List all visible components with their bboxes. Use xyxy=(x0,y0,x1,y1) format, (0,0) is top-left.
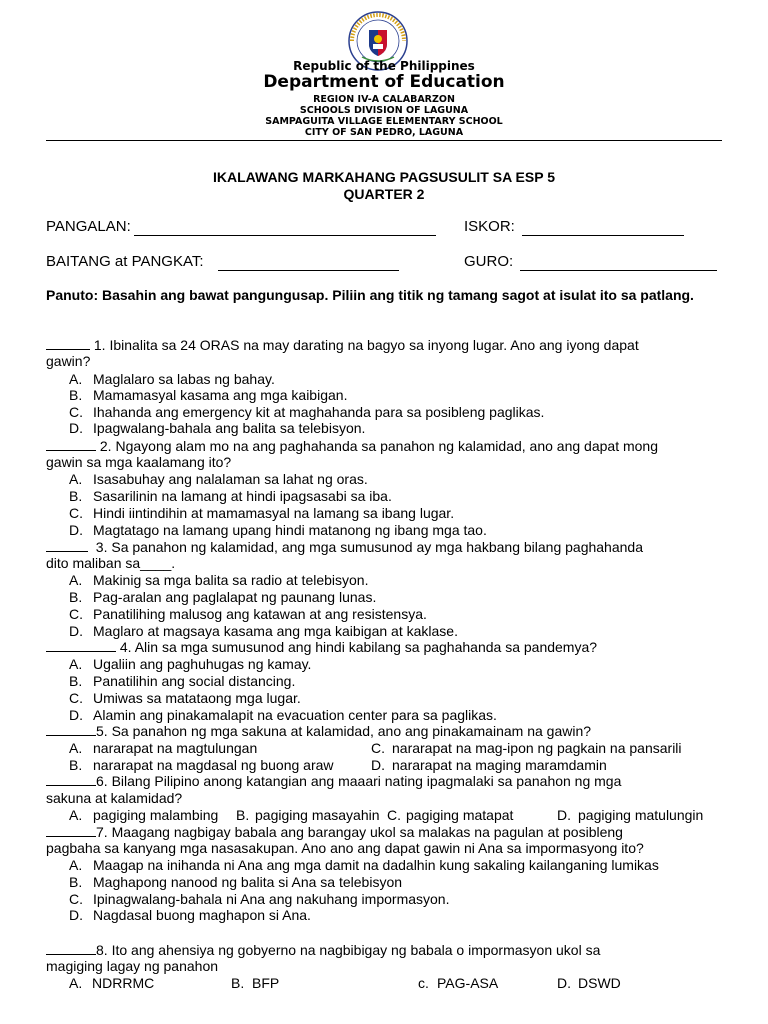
option-text: Ipagwalang-bahala ang balita sa telebisyon. xyxy=(93,420,366,436)
question-text: Ito ang ahensiya ng gobyerno na nagbibigay ng babala o impormasyon ukol sa xyxy=(111,942,601,958)
option-text: nararapat na magdasal ng buong araw xyxy=(93,757,334,773)
question-8 xyxy=(46,942,600,958)
option-text: Maglalaro sa labas ng bahay. xyxy=(93,371,275,387)
option-letter: B. xyxy=(69,589,83,605)
question-number: 2. xyxy=(99,438,112,454)
option-letter: A. xyxy=(69,857,83,873)
exam-quarter: QUARTER 2 xyxy=(343,186,425,202)
option-text: Ihahanda ang emergency kit at maghahanda para sa posibleng paglikas. xyxy=(93,404,545,420)
option-text: DSWD xyxy=(578,975,621,991)
option-letter: C. xyxy=(69,606,83,622)
option-text: Isasabuhay ang nalalaman sa lahat ng oras. xyxy=(93,471,368,487)
option-text: Ugaliin ang paghuhugas ng kamay. xyxy=(93,656,312,672)
answer-blank[interactable] xyxy=(46,724,96,736)
option-letter: B. xyxy=(69,488,83,504)
instruction: Panuto: Basahin ang bawat pangungusap. Piliin ang titik ng tamang sagot at isulat ito sa patlang. xyxy=(46,287,694,303)
option-text: NDRRMC xyxy=(92,975,155,991)
grade-section-field[interactable] xyxy=(218,270,399,271)
option-letter: A. xyxy=(69,656,83,672)
option-letter: B. xyxy=(69,757,83,773)
option-letter: C. xyxy=(69,891,83,907)
exam-title: IKALAWANG MARKAHANG PAGSUSULIT SA ESP 5 xyxy=(213,169,555,185)
header-divider xyxy=(46,140,722,141)
question-text-cont: dito maliban sa____. xyxy=(46,555,176,571)
grade-label: BAITANG at PANGKAT: xyxy=(46,253,204,270)
answer-blank[interactable] xyxy=(46,943,96,955)
division-line: SCHOOLS DIVISION OF LAGUNA xyxy=(299,105,469,116)
option-text: BFP xyxy=(252,975,280,991)
option-letter: D. xyxy=(371,757,385,773)
question-7 xyxy=(46,824,623,840)
option-letter: D. xyxy=(557,807,571,823)
option-text: Ipinagwalang-bahala ni Ana ang nakuhang impormasyon. xyxy=(93,891,450,907)
option-letter: B. xyxy=(69,673,83,689)
option-letter: B. xyxy=(231,975,245,991)
question-text-cont: sakuna at kalamidad? xyxy=(46,790,183,806)
name-field[interactable] xyxy=(134,235,436,236)
option-text: Umiwas sa matataong mga lugar. xyxy=(93,690,301,706)
question-text-cont: gawin sa mga kaalamang ito? xyxy=(46,454,232,470)
option-letter: C. xyxy=(69,505,83,521)
option-text: Magtatago na lamang upang hindi matanong ng ibang mga tao. xyxy=(93,522,487,538)
option-letter: D. xyxy=(557,975,571,991)
option-letter: A. xyxy=(69,572,83,588)
option-letter: D. xyxy=(69,420,83,436)
option-text: PAG-ASA xyxy=(437,975,499,991)
question-number: 1. xyxy=(93,337,106,353)
option-letter: B. xyxy=(69,387,83,403)
department-name: Department of Education xyxy=(263,72,505,92)
question-1 xyxy=(46,337,639,353)
question-text: Maagang nagbigay babala ang barangay ukol sa malakas na pagulan at posibleng xyxy=(111,824,623,840)
option-text: Sasarilinin na lamang at hindi ipagsasabi sa iba. xyxy=(93,488,392,504)
option-letter: A. xyxy=(69,975,83,991)
question-text-cont: pagbaha sa kanyang mga nasasakupan. Ano ano ang dapat gawin ni Ana sa impormasyong ito? xyxy=(46,840,644,856)
option-letter: C. xyxy=(371,740,385,756)
answer-blank[interactable] xyxy=(46,640,116,652)
option-text: Alamin ang pinakamalapit na evacuation center para sa paglikas. xyxy=(93,707,497,723)
question-text: Sa panahon ng kalamidad, ang mga sumusunod ay mga hakbang bilang paghahanda xyxy=(111,539,643,555)
question-2 xyxy=(46,438,658,454)
question-text: Sa panahon ng mga sakuna at kalamidad, ano ang pinakamainam na gawin? xyxy=(111,723,592,739)
option-letter: B. xyxy=(69,874,83,890)
option-text: pagiging masayahin xyxy=(255,807,380,823)
option-text: Maagap na inihanda ni Ana ang mga damit na dadalhin kung sakaling kailanganing lumikas xyxy=(93,857,659,873)
option-letter: C. xyxy=(387,807,401,823)
question-text: Bilang Pilipino anong katangian ang maaari nating ipagmalaki sa panahon ng mga xyxy=(111,773,622,789)
answer-blank[interactable] xyxy=(46,439,96,451)
option-text: pagiging malambing xyxy=(93,807,219,823)
option-letter: D. xyxy=(69,707,83,723)
question-number: 5. xyxy=(96,723,108,739)
option-text: Maglaro at magsaya kasama ang mga kaibigan at kaklase. xyxy=(93,623,458,639)
option-text: Pag-aralan ang paglalapat ng paunang lunas. xyxy=(93,589,377,605)
option-text: Panatilihin ang social distancing. xyxy=(93,673,296,689)
question-text: Alin sa mga sumusunod ang hindi kabilang sa paghahanda sa pandemya? xyxy=(134,639,598,655)
option-letter: D. xyxy=(69,522,83,538)
question-text: Ngayong alam mo na ang paghahanda sa panahon ng kalamidad, ano ang dapat mong xyxy=(115,438,658,454)
answer-blank[interactable] xyxy=(46,540,88,552)
question-text-cont: magiging lagay ng panahon xyxy=(46,958,219,974)
score-label: ISKOR: xyxy=(464,218,515,235)
option-text: Mamamasyal kasama ang mga kaibigan. xyxy=(93,387,348,403)
option-text: Nagdasal buong maghapon si Ana. xyxy=(93,907,311,923)
question-3 xyxy=(46,539,643,555)
option-text: Maghapong nanood ng balita si Ana sa telebisyon xyxy=(93,874,403,890)
option-letter: C. xyxy=(69,404,83,420)
option-letter: D. xyxy=(69,623,83,639)
question-text-cont: gawin? xyxy=(46,353,91,369)
answer-blank[interactable] xyxy=(46,825,96,837)
option-letter: C. xyxy=(69,690,83,706)
option-letter: A. xyxy=(69,807,83,823)
region-line: REGION IV-A CALABARZON xyxy=(313,94,455,105)
question-4 xyxy=(46,639,597,655)
option-text: pagiging matapat xyxy=(406,807,514,823)
answer-blank[interactable] xyxy=(46,774,96,786)
option-letter: A. xyxy=(69,471,83,487)
option-text: Makinig sa mga balita sa radio at telebisyon. xyxy=(93,572,369,588)
option-letter: D. xyxy=(69,907,83,923)
question-text: Ibinalita sa 24 ORAS na may darating na bagyo sa inyong lugar. Ano ang iyong dapat xyxy=(109,337,639,353)
option-letter: A. xyxy=(69,740,83,756)
republic-line: Republic of the Philippines xyxy=(293,59,475,73)
option-text: pagiging matulungin xyxy=(578,807,704,823)
question-number: 6. xyxy=(96,773,108,789)
option-letter: B. xyxy=(236,807,250,823)
option-text: Panatilihing malusog ang katawan at ang resistensya. xyxy=(93,606,427,622)
option-letter: c. xyxy=(418,975,429,991)
option-text: nararapat na maging maramdamin xyxy=(392,757,607,773)
option-text: Hindi iintindihin at mamamasyal na lamang sa ibang lugar. xyxy=(93,505,455,521)
question-6 xyxy=(46,773,621,789)
score-field[interactable] xyxy=(522,235,684,236)
option-text: nararapat na mag-ipon ng pagkain na pansarili xyxy=(392,740,682,756)
question-number: 4. xyxy=(119,639,132,655)
question-number: 8. xyxy=(96,942,108,958)
question-number: 7. xyxy=(96,824,108,840)
name-label: PANGALAN: xyxy=(46,218,131,235)
city-line: CITY OF SAN PEDRO, LAGUNA xyxy=(304,127,464,138)
question-number: 3. xyxy=(95,539,108,555)
answer-blank[interactable] xyxy=(46,338,90,350)
option-text: nararapat na magtulungan xyxy=(93,740,258,756)
option-letter: A. xyxy=(69,371,83,387)
teacher-field[interactable] xyxy=(520,270,717,271)
teacher-label: GURO: xyxy=(464,253,514,270)
question-5 xyxy=(46,723,591,739)
school-line: SAMPAGUITA VILLAGE ELEMENTARY SCHOOL xyxy=(265,116,503,127)
